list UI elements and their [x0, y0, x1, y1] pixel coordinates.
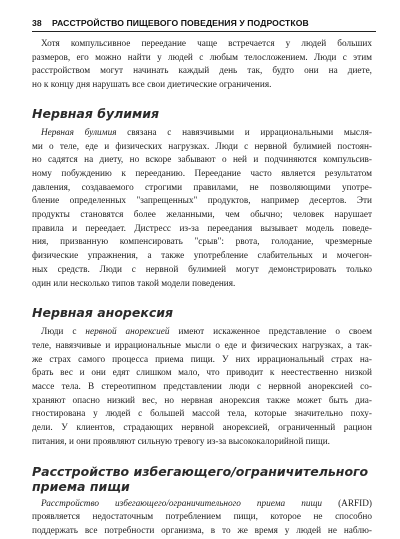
page-body — [32, 38, 372, 539]
text-line: теле, навязчивые и иррациональные мысли о еде и физических нагрузках, а так- — [32, 340, 372, 351]
text-line: бление определенных "запрещенных" продуктов, например десертов. Эти — [32, 196, 372, 207]
text-run: (ARFID) — [322, 498, 373, 509]
text-line: давления, создаваемого строгими правилами, не позволяющими употре- — [32, 182, 372, 193]
anorexia-paragraph — [32, 326, 372, 449]
page-number: 38 — [32, 18, 42, 28]
text-line: массе тела. В стереотипном представлении люди с нервной анорексией со- — [32, 382, 372, 393]
text-line — [32, 498, 372, 512]
text-line: но к концу дня нарушать все свои диетические ограничения. — [32, 80, 272, 91]
text-line: расстройством могут начинать каждый день так, будто они на диете, — [32, 66, 372, 77]
term-anorexia: нервной анорексией — [85, 327, 170, 338]
section-heading-arfid — [32, 464, 372, 494]
term-arfid: Расстройство избегающего/ограничительного приема пищи — [41, 498, 323, 509]
text-line: брать вес и они едят слишком мало, что приводит к неестественно низкой — [32, 368, 372, 379]
text-line: ми о теле, еде и физических нагрузках. Люди с нервной булимией постоян- — [32, 141, 372, 152]
section-heading-anorexia: Нервная анорексия — [32, 305, 174, 321]
heading-line: Расстройство избегающего/ограничительного — [32, 463, 369, 479]
bulimia-paragraph — [32, 127, 372, 291]
text-line: продукты становятся более желанными, чем обычно; человек нарушает — [32, 210, 372, 221]
text-line — [32, 127, 372, 141]
text-line: храняют опасно низкий вес, но нервная анорексия также может быть диа- — [32, 395, 372, 406]
text-line: размеров, его можно найти у людей с любым телосложением. Люди с этим — [32, 52, 372, 63]
text-line: же страх самого процесса приема пищи. У них иррациональный страх на- — [32, 354, 372, 365]
text-line: ному побуждению к перееданию. Переедание часто является результатом — [32, 168, 372, 179]
running-header — [32, 18, 376, 34]
text-line: один или несколько типов такой модели поведения. — [32, 278, 236, 289]
text-line: питания, и они проявляют сильную тревогу из-за высококалорийной пищи. — [32, 436, 330, 447]
text-line: но садятся на диету, но вскоре забывают о ней и подчиняются компульсив- — [32, 155, 372, 166]
arfid-paragraph — [32, 498, 372, 539]
intro-paragraph — [32, 38, 372, 93]
text-line: Хотя компульсивное переедание чаще встречается у людей больших — [41, 39, 372, 49]
heading-line: приема пищи — [32, 478, 130, 494]
text-run: связана с навязчивыми и иррациональными мысля- — [116, 127, 372, 138]
text-line — [32, 326, 372, 340]
term-bulimia: Нервная булимия — [41, 127, 117, 138]
text-line: дели. У клиентов, страдающих нервной анорексией, ограниченный рацион — [32, 423, 372, 434]
text-line: поддержать все потребности организма, в то же время у людей не наблю- — [32, 525, 372, 536]
text-line: гностирована у людей с большей массой тела, которые значительно поху- — [32, 409, 372, 420]
section-heading-bulimia: Нервная булимия — [32, 105, 160, 121]
text-line: проявляется недостаточным потреблением пищи, которое не способно — [32, 512, 372, 523]
text-line: физические упражнения, а также употребление слабительных и мочегон- — [32, 251, 372, 262]
text-line: правила и переедает. Дистресс из-за переедания вызывает модель поведе- — [32, 223, 372, 234]
text-line: ных средств. Люди с нервной булимией могут демонстрировать только — [32, 264, 372, 275]
header-rule — [32, 31, 376, 32]
running-title: РАССТРОЙСТВО ПИЩЕВОГО ПОВЕДЕНИЯ У ПОДРОСТКОВ — [52, 18, 309, 28]
text-run: Люди с — [41, 327, 86, 338]
text-run: имеют искаженное представление о своем — [169, 327, 372, 338]
text-line: ния, призванную компенсировать "срыв": рвота, голодание, чрезмерные — [32, 237, 372, 248]
